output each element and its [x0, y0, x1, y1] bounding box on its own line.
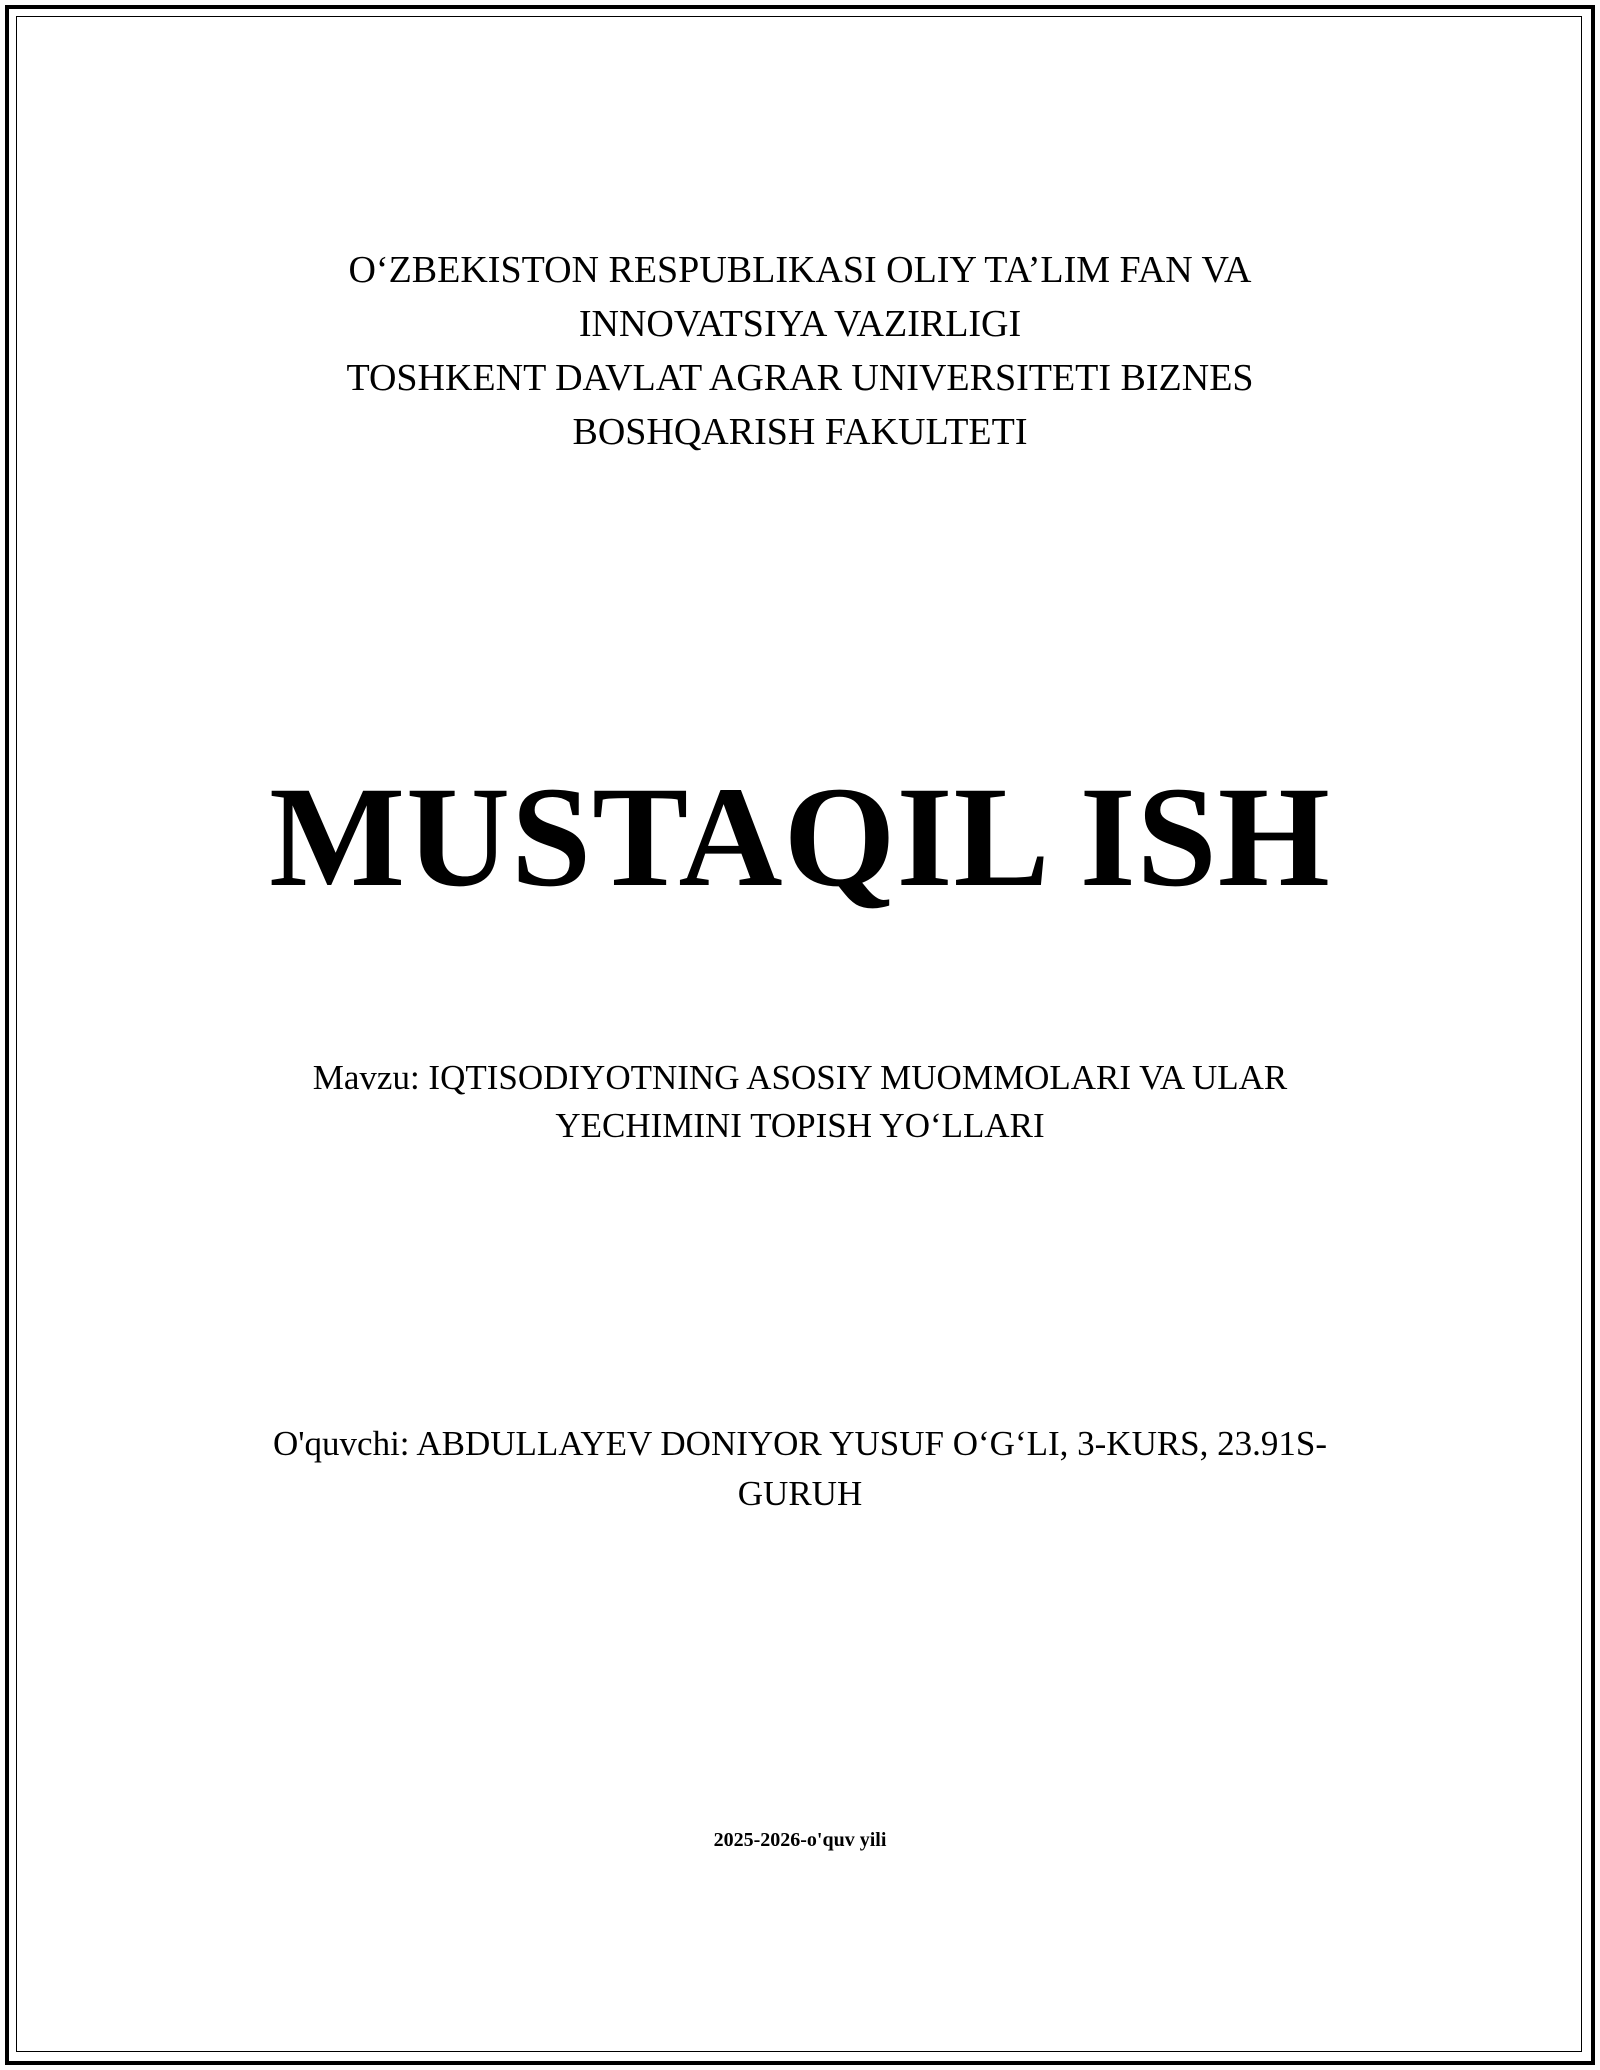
student-line: O'quvchi: ABDULLAYEV DONIYOR YUSUF O‘G‘LI, 3-KURS, 23.91S- [272, 1424, 1328, 1463]
student-block [0, 1419, 1600, 1519]
topic-line: Mavzu: IQTISODIYOTNING ASOSIY MUOMMOLARI VA ULAR [312, 1058, 1288, 1097]
topic-line: YECHIMINI TOPISH YO‘LLARI [555, 1106, 1045, 1145]
topic-block [0, 1054, 1600, 1150]
ministry-header [0, 243, 1600, 459]
document-title: MUSTAQIL ISH [269, 758, 1331, 917]
ministry-line: INNOVATSIYA VAZIRLIGI [578, 303, 1022, 345]
ministry-line: BOSHQARISH FAKULTETI [572, 411, 1028, 453]
student-line: GURUH [737, 1474, 863, 1513]
academic-year: 2025-2026-o'quv yili [713, 1829, 887, 1851]
ministry-line: O‘ZBEKISTON RESPUBLIKASI OLIY TA’LIM FAN VA [348, 249, 1252, 291]
ministry-line: TOSHKENT DAVLAT AGRAR UNIVERSITETI BIZNES [346, 357, 1254, 399]
